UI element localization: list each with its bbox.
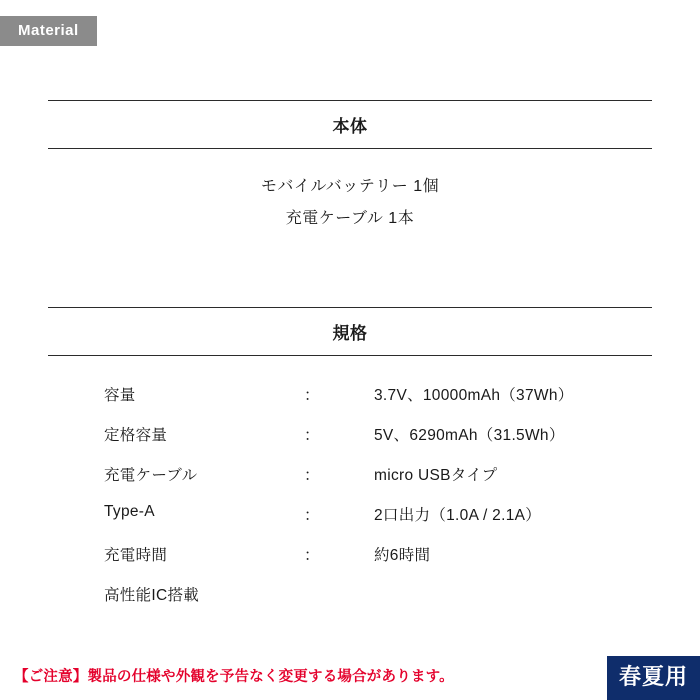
section-spacer — [48, 245, 652, 307]
season-badge: 春夏用 — [607, 656, 700, 700]
spec-label: 容量 — [104, 387, 136, 404]
spec-label: 高性能IC搭載 — [104, 587, 200, 604]
spec-value: 約6時間 — [374, 547, 431, 564]
spec-table — [48, 374, 652, 614]
table-row — [48, 374, 652, 414]
spec-colon — [304, 574, 374, 614]
section-body-contents — [48, 100, 652, 245]
table-row — [48, 574, 652, 614]
spec-value: 3.7V、10000mAh（37Wh） — [374, 387, 574, 404]
section-title-kikaku: 規格 — [48, 307, 652, 356]
spec-label: 充電ケーブル — [104, 467, 198, 484]
list-item: モバイルバッテリー 1個 — [260, 178, 440, 195]
disclaimer-note: 【ご注意】製品の仕様や外観を予告なく変更する場合があります。 — [14, 669, 454, 685]
spec-colon: ： — [304, 387, 320, 404]
table-row — [48, 494, 652, 534]
spec-label: 定格容量 — [104, 427, 168, 444]
table-row — [48, 454, 652, 494]
spec-value: 5V、6290mAh（31.5Wh） — [374, 427, 565, 444]
spec-colon: ： — [304, 427, 320, 444]
spec-colon: ： — [304, 507, 320, 524]
spec-colon: ： — [304, 467, 320, 484]
spec-colon: ： — [304, 547, 320, 564]
table-row — [48, 414, 652, 454]
spec-label: 充電時間 — [104, 547, 168, 564]
table-row — [48, 534, 652, 574]
spec-value — [374, 574, 652, 614]
content-area — [48, 100, 652, 614]
section-body-list — [48, 149, 652, 245]
section-specifications — [48, 307, 652, 614]
section-title-honntai: 本体 — [48, 100, 652, 149]
spec-value: 2口出力（1.0A / 2.1A） — [374, 507, 542, 524]
list-item: 充電ケーブル 1本 — [285, 210, 415, 227]
section-header-material: Material — [0, 16, 97, 46]
spec-label: Type-A — [104, 503, 155, 520]
spec-value: micro USBタイプ — [374, 467, 498, 484]
